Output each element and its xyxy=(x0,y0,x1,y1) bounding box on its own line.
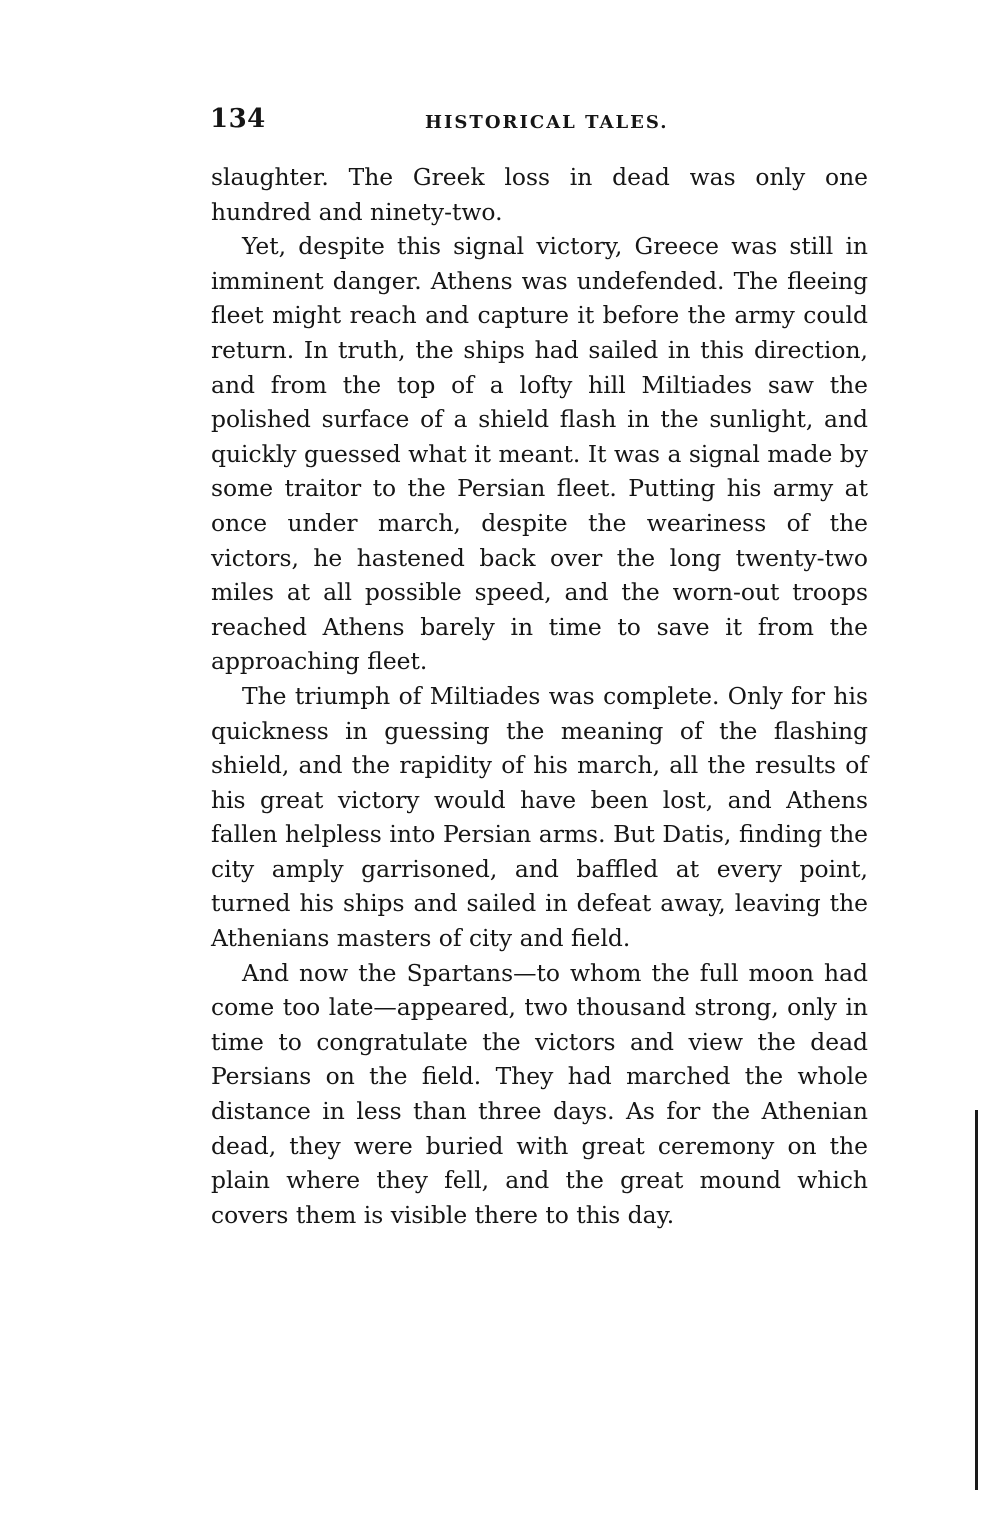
running-head: HISTORICAL TALES. xyxy=(425,112,669,133)
paragraph-continuation: slaughter. The Greek loss in dead was only one hundred and ninety-two. xyxy=(211,163,868,226)
page-header xyxy=(210,104,868,144)
page-number: 134 xyxy=(210,104,266,134)
body-text xyxy=(211,160,868,1232)
scan-edge-mark xyxy=(975,1110,978,1490)
paragraph: The triumph of Miltiades was complete. Only for his quickness in guessing the meaning of the flashing shield, and the rapidity of his march, all the results of his great victory would have been lost, and Athens fallen helpless into Persian arms. But Datis, finding the city amply garrisoned, and baffled at every point, turned his ships and sailed in defeat away, leaving the Athenians masters of city and field. xyxy=(211,681,868,953)
paragraph: Yet, despite this signal victory, Greece was still in imminent danger. Athens was undefended. The fleeing fleet might reach and capture it before the army could return. In truth, the ships had sailed in this direction, and from the top of a lofty hill Miltiades saw the polished surface of a shield flash in the sunlight, and quickly guessed what it meant. It was a signal made by some traitor to the Persian fleet. Putting his army at once under march, despite the weariness of the victors, he hastened back over the long twenty-two miles at all possible speed, and the worn-out troops reached Athens barely in time to save it from the approaching fleet. xyxy=(211,232,868,676)
paragraph: And now the Spartans—to whom the full moon had come too late—appeared, two thousand strong, only in time to congratulate the victors and view the dead Persians on the field. They had marched the whole distance in less than three days. As for the Athenian dead, they were buried with great ceremony on the plain where they fell, and the great mound which covers them is visible there to this day. xyxy=(211,958,868,1229)
